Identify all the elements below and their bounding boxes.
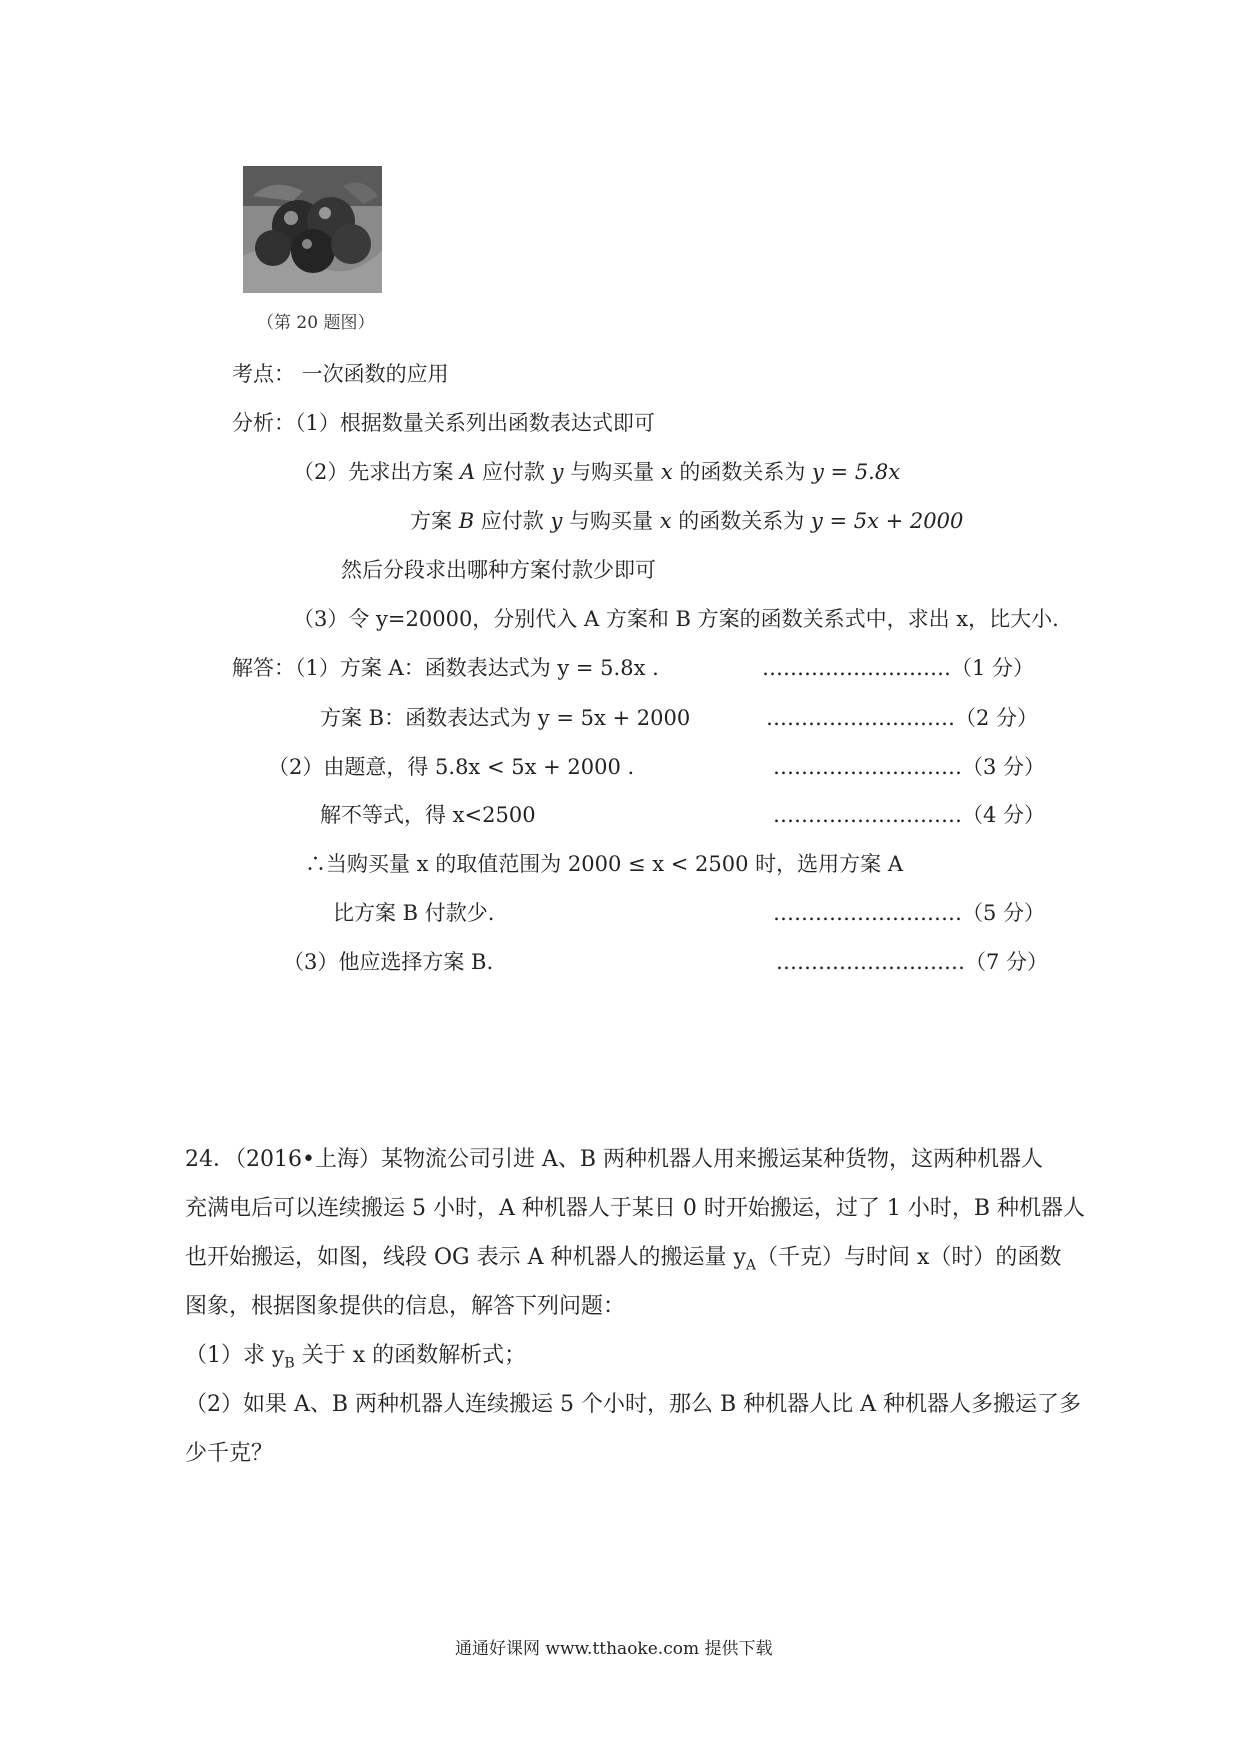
- jieda-line-4: 解不等式，得 x<2500: [320, 803, 536, 827]
- fenxi-line-4: 然后分段求出哪种方案付款少即可: [341, 558, 656, 582]
- jieda-score-3: ………………………（3 分）: [773, 755, 1046, 779]
- fenxi-2n: x: [659, 509, 672, 533]
- apple-photo-art: [243, 166, 382, 293]
- q24-3a: 也开始搬运，如图，线段 OG 表示 A 种机器人的搬运量 y: [185, 1245, 746, 1270]
- jieda-line-6: 比方案 B 付款少.: [333, 901, 495, 925]
- q24-3b: （千克）与时间 x（时）的函数: [756, 1245, 1062, 1270]
- fenxi-line-1: 分析：（1）根据数量关系列出函数表达式即可: [232, 411, 655, 435]
- fenxi-2e: 与购买量: [563, 460, 661, 484]
- q24-5b: 关于 x 的函数解析式；: [294, 1343, 527, 1368]
- jieda-score-4: ………………………（4 分）: [773, 803, 1046, 827]
- q24-line-2: 充满电后可以连续搬运 5 小时，A 种机器人于某日 0 时开始搬运，过了 1 小时，B 种机器人: [185, 1196, 1085, 1221]
- fenxi-line-5: （3）令 y=20000，分别代入 A 方案和 B 方案的函数关系式中，求出 x，比大小.: [293, 607, 1059, 631]
- q24-line-1: 24．（2016•上海）某物流公司引进 A、B 两种机器人用来搬运某种货物，这两种机器人: [185, 1147, 1044, 1172]
- fenxi-2l: y: [550, 509, 563, 533]
- jieda-line-7: （3）他应选择方案 B.: [283, 950, 494, 974]
- q24-line-3: [185, 1240, 1061, 1273]
- q24-3sub: A: [745, 1257, 757, 1274]
- q24-line-5: [185, 1338, 526, 1371]
- fenxi-2d: y: [551, 460, 564, 484]
- fenxi-2c: 应付款: [475, 460, 552, 484]
- jieda-score-5: ………………………（5 分）: [773, 901, 1046, 925]
- jieda-line-2: 方案 B：函数表达式为 y = 5x + 2000: [320, 706, 691, 730]
- fenxi-2g: 的函数关系为: [672, 460, 813, 484]
- kaodian-line: 考点： 一次函数的应用: [232, 362, 449, 386]
- apple-photo: [243, 166, 382, 293]
- jieda-line-1: 解答：（1）方案 A：函数表达式为 y = 5.8x .: [232, 656, 659, 680]
- fenxi-2i: 方案: [410, 509, 459, 533]
- fenxi-2h: y = 5.8x: [812, 460, 901, 484]
- fenxi-2a: （2）先求出方案: [293, 460, 461, 484]
- q24-line-4: 图象，根据图象提供的信息，解答下列问题：: [185, 1294, 626, 1319]
- fenxi-2f: x: [660, 460, 673, 484]
- jieda-score-2: ………………………（2 分）: [766, 706, 1039, 730]
- jieda-line-5: ∴当购买量 x 的取值范围为 2000 ≤ x < 2500 时，选用方案 A: [305, 852, 904, 876]
- fenxi-2p: y = 5x + 2000: [810, 509, 964, 533]
- fenxi-line-3: [410, 505, 963, 535]
- fenxi-2m: 与购买量: [562, 509, 660, 533]
- fenxi-2o: 的函数关系为: [671, 509, 811, 533]
- jieda-score-1: ………………………（1 分）: [762, 656, 1035, 680]
- q24-line-6: （2）如果 A、B 两种机器人连续搬运 5 个小时，那么 B 种机器人比 A 种机器人多搬运了多: [185, 1392, 1082, 1417]
- q24-5sub: B: [284, 1355, 295, 1372]
- jieda-line-3: （2）由题意，得 5.8x < 5x + 2000 .: [268, 755, 635, 779]
- fenxi-line-2: [293, 456, 900, 486]
- q24-5a: （1）求 y: [185, 1343, 285, 1368]
- fenxi-2j: B: [458, 509, 475, 533]
- page-footer: 通通好课网 www.tthaoke.com 提供下载: [455, 1639, 773, 1659]
- jieda-score-7: ………………………（7 分）: [776, 950, 1049, 974]
- figure-caption: （第 20 题图）: [257, 313, 375, 333]
- q24-line-7: 少千克？: [185, 1441, 274, 1466]
- fenxi-2k: 应付款: [474, 509, 551, 533]
- fenxi-2b: A: [460, 460, 476, 484]
